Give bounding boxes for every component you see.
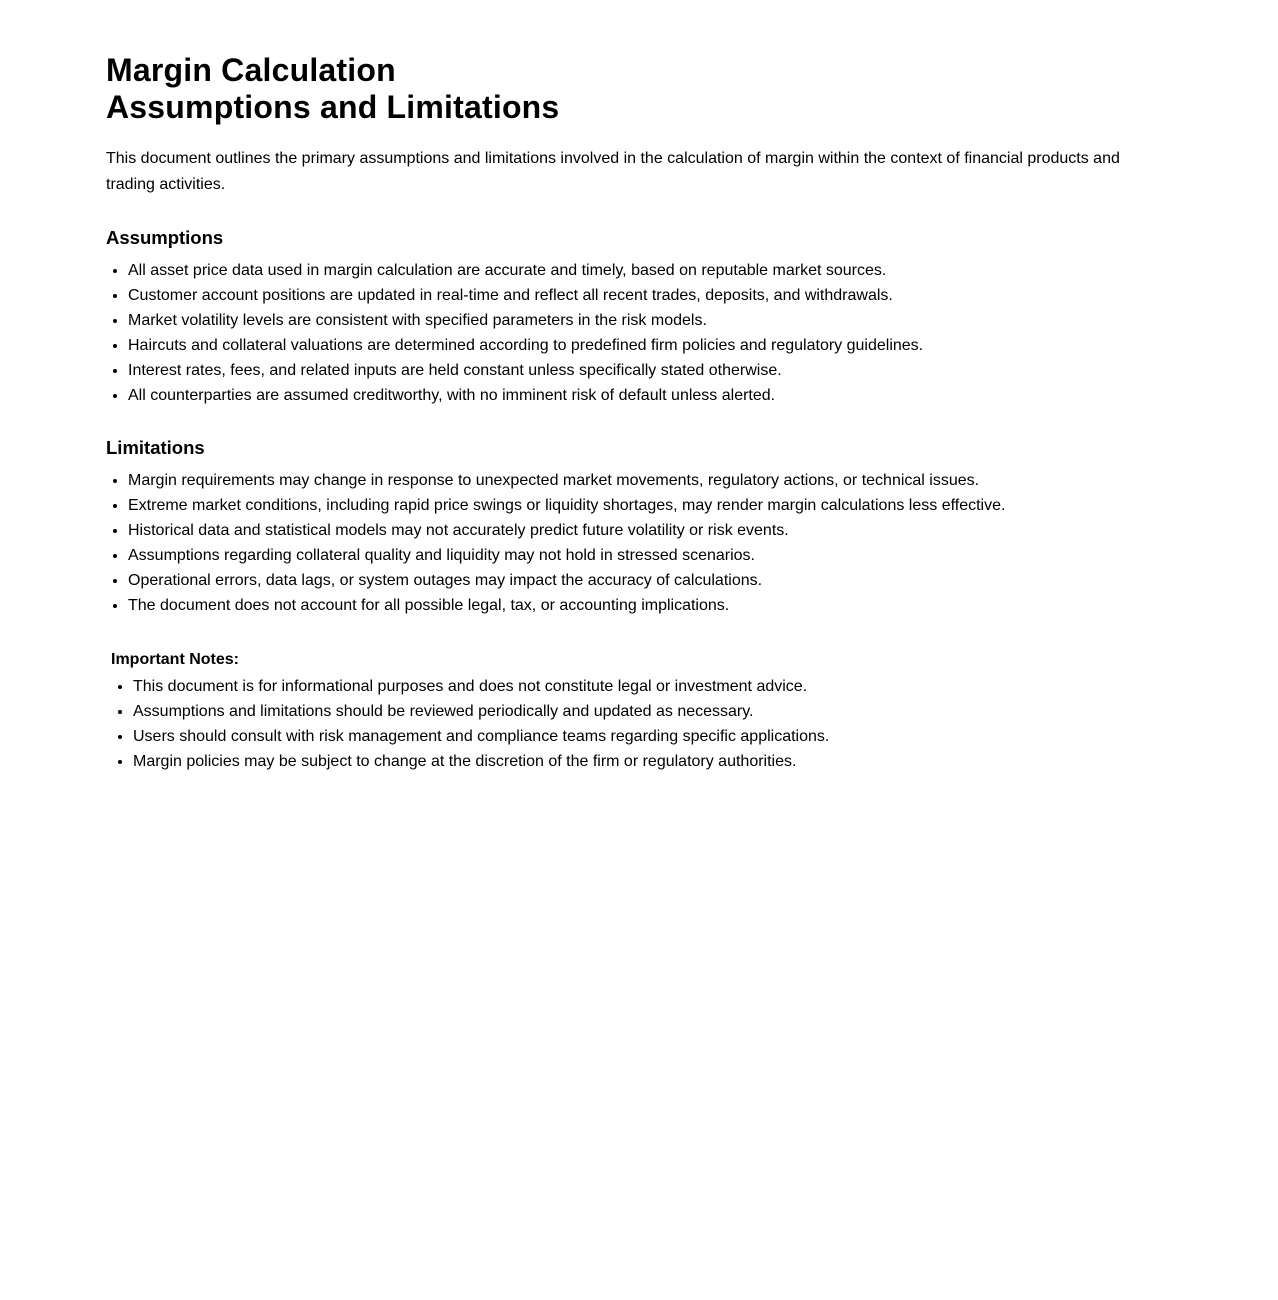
list-item: • Assumptions and limitations should be reviewed periodically and updated as necessary.: [133, 699, 1146, 724]
important-notes-section: [111, 648, 1146, 774]
important-notes-heading: Important Notes:: [111, 651, 239, 668]
list-item: • Assumptions regarding collateral quality and liquidity may not hold in stressed scenarios.: [128, 543, 1146, 568]
limitations-section: [106, 436, 1146, 618]
assumptions-section: [106, 226, 1146, 408]
list-item: • Market volatility levels are consistent with specified parameters in the risk models.: [128, 308, 1146, 333]
list-item: • This document is for informational purposes and does not constitute legal or investment advice.: [133, 674, 1146, 699]
page-title-line-2: Assumptions and Limitations: [106, 89, 560, 125]
list-item: • All asset price data used in margin calculation are accurate and timely, based on reputable market sources.: [128, 258, 1146, 283]
assumptions-heading: Assumptions: [106, 227, 224, 248]
limitations-heading: Limitations: [106, 437, 205, 458]
list-item: • Users should consult with risk management and compliance teams regarding specific applications.: [133, 724, 1146, 749]
list-item: • Customer account positions are updated in real-time and reflect all recent trades, deposits, and withdrawals.: [128, 283, 1146, 308]
list-item: • Margin requirements may change in response to unexpected market movements, regulatory actions, or technical issues.: [128, 468, 1146, 493]
assumptions-list: [106, 258, 1146, 408]
list-item: • Historical data and statistical models may not accurately predict future volatility or risk events.: [128, 518, 1146, 543]
intro-paragraph: This document outlines the primary assumptions and limitations involved in the calculation of margin within the context of financial products and trading activities.: [106, 150, 1120, 193]
list-item: • The document does not account for all possible legal, tax, or accounting implications.: [128, 593, 1146, 618]
list-item: • Interest rates, fees, and related inputs are held constant unless specifically stated otherwise.: [128, 358, 1146, 383]
list-item: • Operational errors, data lags, or system outages may impact the accuracy of calculations.: [128, 568, 1146, 593]
list-item: • Margin policies may be subject to change at the discretion of the firm or regulatory authorities.: [133, 749, 1146, 774]
page-title-line-1: Margin Calculation: [106, 52, 396, 88]
list-item: • Extreme market conditions, including rapid price swings or liquidity shortages, may render margin calculations less effective.: [128, 493, 1146, 518]
list-item: • All counterparties are assumed creditworthy, with no imminent risk of default unless alerted.: [128, 383, 1146, 408]
page-title: [106, 52, 1146, 126]
important-notes-list: [111, 674, 1146, 774]
limitations-list: [106, 468, 1146, 618]
list-item: • Haircuts and collateral valuations are determined according to predefined firm policies and regulatory guidelines.: [128, 333, 1146, 358]
